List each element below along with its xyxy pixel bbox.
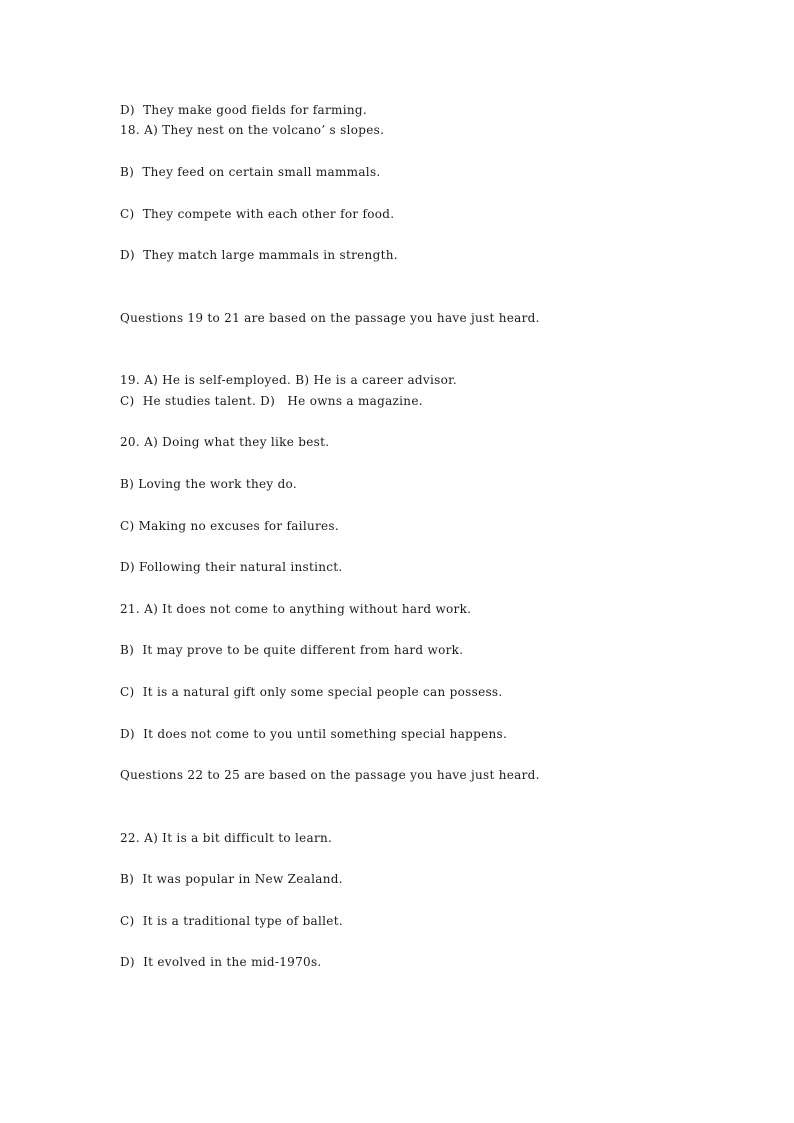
q21-option-b: B) It may prove to be quite different from hard work. <box>120 643 464 657</box>
section-heading-22-25: Questions 22 to 25 are based on the passage you have just heard. <box>120 768 540 782</box>
q20-option-a: 20. A) Doing what they like best. <box>120 435 330 449</box>
q19-options-ab: 19. A) He is self-employed. B) He is a career advisor. <box>120 373 457 387</box>
q21-option-d: D) It does not come to you until something special happens. <box>120 727 508 741</box>
q18-option-d: D) They match large mammals in strength. <box>120 248 398 262</box>
q18-option-c: C) They compete with each other for food. <box>120 207 395 221</box>
q21-option-c: C) It is a natural gift only some special people can possess. <box>120 685 503 699</box>
q21-option-a: 21. A) It does not come to anything without hard work. <box>120 602 472 616</box>
q17-option-d: D) They make good fields for farming. <box>120 103 367 117</box>
q18-option-b: B) They feed on certain small mammals. <box>120 165 381 179</box>
q22-option-c: C) It is a traditional type of ballet. <box>120 914 343 928</box>
q22-option-d: D) It evolved in the mid-1970s. <box>120 955 322 969</box>
q18-option-a: 18. A) They nest on the volcano’ s slopes. <box>120 123 385 137</box>
q22-option-b: B) It was popular in New Zealand. <box>120 872 343 886</box>
q20-option-b: B) Loving the work they do. <box>120 477 297 491</box>
q20-option-d: D) Following their natural instinct. <box>120 560 343 574</box>
q22-option-a: 22. A) It is a bit difficult to learn. <box>120 831 333 845</box>
q19-options-cd: C) He studies talent. D) He owns a magazine. <box>120 394 423 408</box>
q20-option-c: C) Making no excuses for failures. <box>120 519 339 533</box>
section-heading-19-21: Questions 19 to 21 are based on the passage you have just heard. <box>120 311 540 325</box>
